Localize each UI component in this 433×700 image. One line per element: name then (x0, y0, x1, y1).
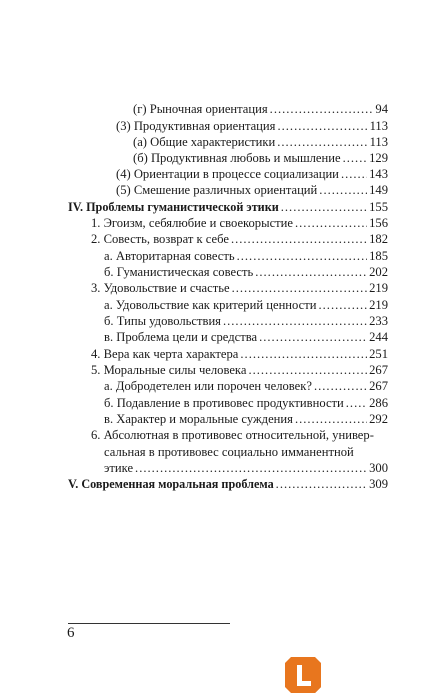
toc-entry-title: IV. Проблемы гуманистической этики (68, 200, 279, 214)
toc-entry-title: (4) Ориентации в процессе социализации (116, 167, 339, 181)
page-number: 6 (67, 625, 75, 641)
toc-entry-page: 94 (375, 102, 388, 116)
toc-entry-page: 292 (369, 412, 388, 426)
toc-leader-dots (343, 150, 368, 167)
toc-entry-page: 113 (369, 119, 388, 133)
toc-leader-dots (314, 378, 367, 395)
toc-entry (91, 280, 388, 297)
toc-entry-page: 244 (369, 330, 388, 344)
toc-entry (91, 215, 388, 232)
toc-entry-page: 233 (369, 314, 388, 328)
toc-entry (133, 101, 388, 118)
toc-entry (91, 362, 388, 379)
toc-entry-title: 3. Удовольствие и счастье (91, 281, 230, 295)
toc-entry-title: (3) Продуктивная ориентация (116, 119, 276, 133)
toc-entry-page: 309 (369, 477, 388, 491)
toc-leader-dots (231, 231, 367, 248)
footnote-rule (68, 623, 230, 624)
toc-entry-title: б. Подавление в противовес продуктивности (104, 396, 344, 410)
toc-entry-page: 149 (369, 183, 388, 197)
toc-leader-dots (237, 248, 368, 265)
toc-entry (104, 248, 388, 265)
toc-entry-line (104, 444, 388, 461)
toc-leader-dots (341, 166, 367, 183)
toc-leader-dots (223, 313, 367, 330)
toc-section-entry (68, 199, 388, 216)
toc-entry-page: 267 (369, 363, 388, 377)
toc-entry-page: 182 (369, 232, 388, 246)
toc-entry-title: 2. Совесть, возврат к себе (91, 232, 229, 246)
toc-entry-page: 113 (369, 135, 388, 149)
toc-entry-title: б. Типы удовольствия (104, 314, 221, 328)
toc-entry-title: а. Добродетелен или порочен человек? (104, 379, 312, 393)
toc-entry (104, 378, 388, 395)
toc-entry-page: 219 (369, 298, 388, 312)
toc-entry-title: 1. Эгоизм, себялюбие и своекорыстие (91, 216, 293, 230)
toc-entry (104, 297, 388, 314)
toc-leader-dots (276, 476, 367, 493)
toc-entry-title: а. Авторитарная совесть (104, 249, 235, 263)
toc-entry-line (91, 427, 388, 444)
toc-entry-page: 156 (369, 216, 388, 230)
toc-entry (91, 231, 388, 248)
toc-entry-title: в. Проблема цели и средства (104, 330, 258, 344)
toc-entry (104, 395, 388, 412)
toc-entry-page: 155 (369, 200, 388, 214)
toc-entry-title: (5) Смешение различных ориентаций (116, 183, 318, 197)
toc-leader-dots (135, 460, 367, 477)
toc-leader-dots (295, 215, 367, 232)
toc-entry (133, 134, 388, 151)
toc-entry-page: 185 (369, 249, 388, 263)
toc-entry-title: (б) Продуктивная любовь и мышление (133, 151, 341, 165)
toc-leader-dots (295, 411, 367, 428)
toc-leader-dots (255, 264, 367, 281)
toc-entry (91, 346, 388, 363)
toc-entry-title: (а) Общие характеристики (133, 135, 276, 149)
logo-badge (285, 657, 321, 693)
toc-entry (116, 166, 388, 183)
toc-entry-title: 6. Абсолютная в противовес относительной, универ- (91, 428, 374, 442)
toc-leader-dots (346, 395, 367, 412)
toc-entry (116, 118, 388, 135)
toc-entry-page: 300 (369, 461, 388, 475)
toc-leader-dots (240, 346, 367, 363)
toc-leader-dots (319, 182, 367, 199)
toc-leader-dots (281, 199, 367, 216)
toc-entry-page: 202 (369, 265, 388, 279)
toc-entry-page: 286 (369, 396, 388, 410)
toc-section-entry (68, 476, 388, 493)
toc-entry-page: 219 (369, 281, 388, 295)
toc-leader-dots (259, 329, 367, 346)
toc-entry-title: в. Характер и моральные суждения (104, 412, 293, 426)
toc-leader-dots (277, 118, 367, 135)
toc-entry-page: 143 (369, 167, 388, 181)
toc-entry-page: 251 (369, 347, 388, 361)
toc-entry-title: а. Удовольствие как критерий ценности (104, 298, 317, 312)
toc-entry (104, 460, 388, 477)
toc-leader-dots (277, 134, 367, 151)
toc-leader-dots (319, 297, 368, 314)
toc-entry-title: 4. Вера как черта характера (91, 347, 239, 361)
toc-entry-title: сальная в противовес социально имманентной (104, 445, 354, 459)
toc-entry (104, 313, 388, 330)
toc-entry-page: 129 (369, 151, 388, 165)
toc-entry-title: этике (104, 461, 134, 475)
toc-entry (133, 150, 388, 167)
publisher-logo-icon (285, 657, 321, 693)
toc-entry-title: (г) Рыночная ориентация (133, 102, 268, 116)
toc-leader-dots (270, 101, 374, 118)
toc-entry-title: б. Гуманистическая совесть (104, 265, 254, 279)
toc-entry (104, 329, 388, 346)
toc-leader-dots (232, 280, 368, 297)
toc-entry (104, 411, 388, 428)
toc-entry (116, 182, 388, 199)
toc-entry-title: 5. Моральные силы человека (91, 363, 247, 377)
toc-entry-page: 267 (369, 379, 388, 393)
toc-entry (104, 264, 388, 281)
toc-leader-dots (248, 362, 367, 379)
toc-entry-title: V. Современная моральная проблема (68, 477, 274, 491)
